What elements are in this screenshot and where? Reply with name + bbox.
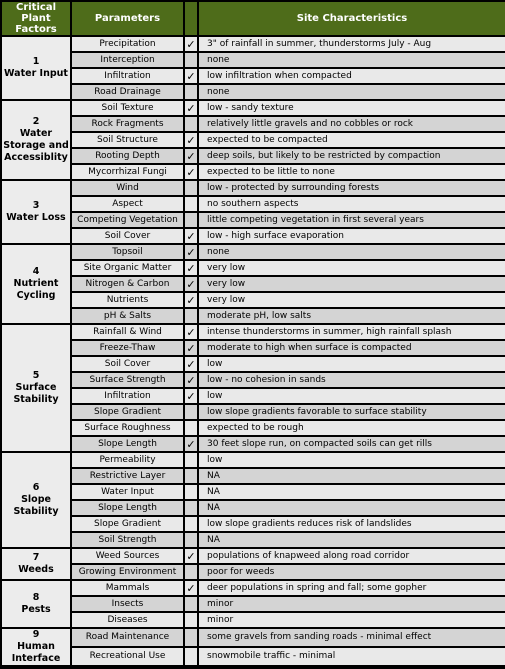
factor-name: Slope Stability	[13, 494, 59, 517]
factor-cell	[2, 453, 70, 547]
parameter-cell: Soil Cover	[72, 357, 183, 371]
factor-name: Water Loss	[6, 212, 66, 223]
table-row	[2, 133, 505, 147]
parameter-cell: Growing Environment	[72, 565, 183, 579]
factor-number: 9	[32, 629, 40, 640]
site-characteristic-cell: NA	[199, 469, 505, 483]
parameter-cell: Mammals	[72, 581, 183, 595]
table-row	[2, 517, 505, 531]
table-row	[2, 485, 505, 499]
checkmark-cell	[185, 565, 197, 579]
table-row	[2, 597, 505, 611]
checkmark-icon: ✓	[186, 293, 196, 307]
parameter-cell: Recreational Use	[72, 648, 183, 665]
site-characteristic-cell: none	[199, 53, 505, 67]
parameter-cell: Rock Fragments	[72, 117, 183, 131]
checkmark-cell	[185, 581, 197, 595]
table-row	[2, 229, 505, 243]
header-row	[2, 2, 505, 35]
table-row	[2, 405, 505, 419]
checkmark-cell	[185, 69, 197, 83]
checkmark-cell	[185, 613, 197, 627]
table-row	[2, 421, 505, 435]
site-characteristic-cell: low - high surface evaporation	[199, 229, 505, 243]
parameter-cell: Nitrogen & Carbon	[72, 277, 183, 291]
site-characteristic-cell: little competing vegetation in first several years	[199, 213, 505, 227]
checkmark-cell	[185, 453, 197, 467]
factor-name: Pests	[21, 604, 51, 615]
parameter-cell: Rooting Depth	[72, 149, 183, 163]
checkmark-icon: ✓	[186, 149, 196, 163]
checkmark-cell	[185, 213, 197, 227]
site-characteristic-cell: expected to be compacted	[199, 133, 505, 147]
site-characteristic-cell: moderate pH, low salts	[199, 309, 505, 323]
checkmark-icon: ✓	[186, 245, 196, 259]
parameter-cell: Water Input	[72, 485, 183, 499]
checkmark-cell	[185, 437, 197, 451]
table-body	[2, 37, 505, 665]
checkmark-icon: ✓	[186, 373, 196, 387]
checkmark-cell	[185, 245, 197, 259]
checkmark-cell	[185, 309, 197, 323]
checkmark-cell	[185, 533, 197, 547]
factor-cell	[2, 325, 70, 451]
factor-cell	[2, 629, 70, 665]
factor-number: 8	[32, 592, 40, 603]
site-characteristic-cell: populations of knapweed along road corridor	[199, 549, 505, 563]
factor-name: Nutrient Cycling	[13, 278, 59, 301]
site-characteristic-cell: low - sandy texture	[199, 101, 505, 115]
checkmark-icon: ✓	[186, 277, 196, 291]
checkmark-cell	[185, 501, 197, 515]
site-characteristic-cell: intense thunderstorms in summer, high rainfall splash	[199, 325, 505, 339]
parameter-cell: Permeability	[72, 453, 183, 467]
table-row	[2, 565, 505, 579]
factor-cell	[2, 549, 70, 579]
checkmark-icon: ✓	[186, 133, 196, 147]
site-characteristic-cell: NA	[199, 533, 505, 547]
site-characteristic-cell: deer populations in spring and fall; some gopher	[199, 581, 505, 595]
table-row	[2, 181, 505, 195]
table-row	[2, 245, 505, 259]
table-row	[2, 101, 505, 115]
site-characteristic-cell: low	[199, 389, 505, 403]
parameter-cell: Surface Strength	[72, 373, 183, 387]
site-characteristic-cell: relatively little gravels and no cobbles or rock	[199, 117, 505, 131]
checkmark-cell	[185, 325, 197, 339]
site-characteristic-cell: no southern aspects	[199, 197, 505, 211]
checkmark-cell	[185, 293, 197, 307]
checkmark-cell	[185, 229, 197, 243]
factor-name: Water Storage and Accessiblity	[3, 128, 69, 163]
table-row	[2, 533, 505, 547]
table-row	[2, 213, 505, 227]
checkmark-cell	[185, 101, 197, 115]
table-row	[2, 149, 505, 163]
table-row	[2, 453, 505, 467]
site-characteristic-cell: NA	[199, 485, 505, 499]
parameter-cell: Road Drainage	[72, 85, 183, 99]
table-row	[2, 85, 505, 99]
factor-number: 6	[32, 482, 40, 493]
checkmark-icon: ✓	[186, 229, 196, 243]
checkmark-cell	[185, 597, 197, 611]
table-row	[2, 197, 505, 211]
checkmark-cell	[185, 85, 197, 99]
checkmark-cell	[185, 405, 197, 419]
parameter-cell: Infiltration	[72, 389, 183, 403]
header-site-characteristics: Site Characteristics	[199, 2, 505, 35]
parameter-cell: Soil Strength	[72, 533, 183, 547]
checkmark-cell	[185, 341, 197, 355]
checkmark-cell	[185, 389, 197, 403]
checkmark-icon: ✓	[186, 37, 196, 51]
parameter-cell: Surface Roughness	[72, 421, 183, 435]
checkmark-icon: ✓	[186, 325, 196, 339]
factor-number: 2	[32, 116, 40, 127]
site-characteristic-cell: low - protected by surrounding forests	[199, 181, 505, 195]
parameter-cell: Soil Structure	[72, 133, 183, 147]
site-characteristic-cell: low infiltration when compacted	[199, 69, 505, 83]
checkmark-cell	[185, 133, 197, 147]
table-row	[2, 277, 505, 291]
site-characteristic-cell: minor	[199, 597, 505, 611]
checkmark-icon: ✓	[186, 101, 196, 115]
parameter-cell: Slope Length	[72, 501, 183, 515]
site-characteristic-cell: very low	[199, 277, 505, 291]
factor-number: 4	[32, 266, 40, 277]
site-characteristic-cell: low	[199, 357, 505, 371]
checkmark-cell	[185, 149, 197, 163]
parameter-cell: Nutrients	[72, 293, 183, 307]
checkmark-icon: ✓	[186, 261, 196, 275]
table-row	[2, 325, 505, 339]
table-row	[2, 648, 505, 665]
table-row	[2, 389, 505, 403]
table-row	[2, 373, 505, 387]
parameter-cell: Soil Cover	[72, 229, 183, 243]
factor-number: 1	[32, 56, 40, 67]
checkmark-cell	[185, 261, 197, 275]
table-row	[2, 501, 505, 515]
table-row	[2, 37, 505, 51]
checkmark-icon: ✓	[186, 581, 196, 595]
parameter-cell: Site Organic Matter	[72, 261, 183, 275]
parameter-cell: Precipitation	[72, 37, 183, 51]
table-row	[2, 69, 505, 83]
checkmark-icon: ✓	[186, 165, 196, 179]
table-row	[2, 341, 505, 355]
parameter-cell: Freeze-Thaw	[72, 341, 183, 355]
checkmark-cell	[185, 469, 197, 483]
parameter-cell: Slope Gradient	[72, 517, 183, 531]
site-characteristic-cell: NA	[199, 501, 505, 515]
checkmark-cell	[185, 37, 197, 51]
parameter-cell: Aspect	[72, 197, 183, 211]
checkmark-cell	[185, 53, 197, 67]
site-characteristic-cell: 30 feet slope run, on compacted soils can get rills	[199, 437, 505, 451]
parameter-cell: Rainfall & Wind	[72, 325, 183, 339]
table-row	[2, 309, 505, 323]
table-row	[2, 293, 505, 307]
site-characteristic-cell: moderate to high when surface is compacted	[199, 341, 505, 355]
checkmark-cell	[185, 181, 197, 195]
factor-name: Weeds	[18, 564, 54, 575]
checkmark-cell	[185, 117, 197, 131]
parameter-cell: Topsoil	[72, 245, 183, 259]
checkmark-cell	[185, 629, 197, 646]
checkmark-cell	[185, 485, 197, 499]
table-row	[2, 117, 505, 131]
site-characteristic-cell: none	[199, 245, 505, 259]
parameter-cell: Interception	[72, 53, 183, 67]
parameter-cell: Soil Texture	[72, 101, 183, 115]
factor-name: Surface Stability	[13, 382, 59, 405]
header-parameters: Parameters	[72, 2, 183, 35]
parameter-cell: Infiltration	[72, 69, 183, 83]
site-characteristic-cell: expected to be little to none	[199, 165, 505, 179]
table-row	[2, 581, 505, 595]
factor-cell	[2, 581, 70, 627]
site-characteristic-cell: snowmobile traffic - minimal	[199, 648, 505, 665]
checkmark-cell	[185, 373, 197, 387]
table-row	[2, 549, 505, 563]
checkmark-cell	[185, 165, 197, 179]
site-characteristic-cell: some gravels from sanding roads - minimal effect	[199, 629, 505, 646]
parameter-cell: Weed Sources	[72, 549, 183, 563]
site-characteristic-cell: deep soils, but likely to be restricted by compaction	[199, 149, 505, 163]
table-row	[2, 469, 505, 483]
factor-name: Human Interface	[11, 641, 61, 664]
table-row	[2, 613, 505, 627]
parameter-cell: Wind	[72, 181, 183, 195]
table-header	[2, 2, 505, 35]
header-check-column	[185, 2, 197, 35]
table-row	[2, 53, 505, 67]
parameter-cell: Competing Vegetation	[72, 213, 183, 227]
site-characteristic-cell: none	[199, 85, 505, 99]
site-characteristic-cell: low	[199, 453, 505, 467]
checkmark-cell	[185, 517, 197, 531]
factor-number: 5	[32, 370, 40, 381]
site-characteristic-cell: very low	[199, 293, 505, 307]
parameter-cell: Diseases	[72, 613, 183, 627]
checkmark-icon: ✓	[186, 549, 196, 563]
site-characteristic-cell: minor	[199, 613, 505, 627]
site-characteristic-cell: 3" of rainfall in summer, thunderstorms July - Aug	[199, 37, 505, 51]
checkmark-icon: ✓	[186, 389, 196, 403]
checkmark-cell	[185, 549, 197, 563]
table-row	[2, 261, 505, 275]
site-characteristic-cell: poor for weeds	[199, 565, 505, 579]
site-characteristic-cell: very low	[199, 261, 505, 275]
factor-cell	[2, 245, 70, 323]
checkmark-cell	[185, 648, 197, 665]
header-critical-plant-factors: Critical Plant Factors	[2, 2, 70, 35]
checkmark-icon: ✓	[186, 69, 196, 83]
parameter-cell: Mycorrhizal Fungi	[72, 165, 183, 179]
parameter-cell: Road Maintenance	[72, 629, 183, 646]
checkmark-cell	[185, 277, 197, 291]
checkmark-cell	[185, 197, 197, 211]
parameter-cell: Restrictive Layer	[72, 469, 183, 483]
site-characteristic-cell: low slope gradients reduces risk of landslides	[199, 517, 505, 531]
factor-number: 7	[32, 552, 40, 563]
site-characteristic-cell: low slope gradients favorable to surface stability	[199, 405, 505, 419]
parameter-cell: Insects	[72, 597, 183, 611]
checkmark-icon: ✓	[186, 357, 196, 371]
site-characteristic-cell: expected to be rough	[199, 421, 505, 435]
factor-cell	[2, 101, 70, 179]
site-characteristic-cell: low - no cohesion in sands	[199, 373, 505, 387]
parameter-cell: Slope Length	[72, 437, 183, 451]
factor-name: Water Input	[4, 68, 68, 79]
factor-cell	[2, 181, 70, 243]
table-row	[2, 165, 505, 179]
table-row	[2, 357, 505, 371]
checkmark-icon: ✓	[186, 437, 196, 451]
checkmark-cell	[185, 421, 197, 435]
parameter-cell: Slope Gradient	[72, 405, 183, 419]
factor-number: 3	[32, 200, 40, 211]
table-row	[2, 437, 505, 451]
factor-cell	[2, 37, 70, 99]
table-row	[2, 629, 505, 646]
parameter-cell: pH & Salts	[72, 309, 183, 323]
checkmark-cell	[185, 357, 197, 371]
checkmark-icon: ✓	[186, 341, 196, 355]
